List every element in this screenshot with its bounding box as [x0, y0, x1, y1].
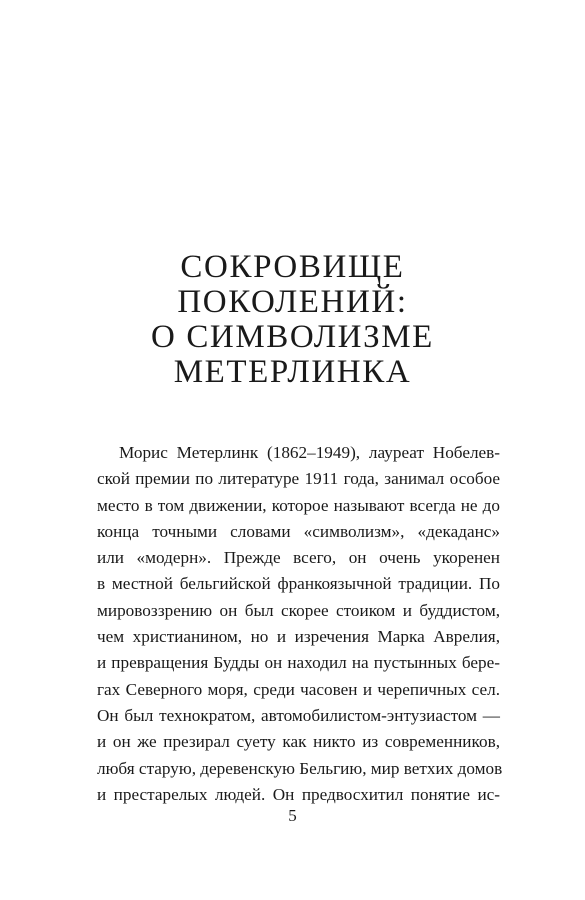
text-line: любя старую, деревенскую Бельгию, мир ветхих домов	[97, 758, 503, 778]
page-number: 5	[288, 806, 297, 825]
text-line: конца точными словами «символизм», «декаданс»	[97, 521, 500, 541]
text-line: чем христианином, но и изречения Марка Аврелия,	[97, 627, 500, 647]
text-line: мировоззрению он был скорее стоиком и буддистом,	[97, 600, 500, 620]
text-line: и он же презирал суету как никто из современников,	[97, 732, 500, 752]
chapter-title	[0, 250, 585, 390]
body-paragraph	[97, 440, 503, 808]
text-line: или «модерн». Прежде всего, он очень укоренен	[97, 548, 500, 568]
chapter-title-line: ПОКОЛЕНИЙ:	[177, 284, 408, 320]
text-line: место в том движении, которое называют всегда не до	[97, 495, 500, 515]
text-line: и престарелых людей. Он предвосхитил понятие ис-	[97, 784, 500, 804]
text-line: и превращения Будды он находил на пустынных бере-	[97, 653, 500, 673]
chapter-title-line: СОКРОВИЩЕ	[180, 249, 405, 285]
chapter-title-line: О СИМВОЛИЗМЕ	[151, 319, 434, 355]
text-line: гах Северного моря, среди часовен и черепичных сел.	[97, 679, 500, 699]
text-line: Морис Метерлинк (1862–1949), лауреат Нобелев-	[119, 443, 500, 462]
text-line: ской премии по литературе 1911 года, занимал особое	[97, 469, 500, 489]
chapter-title-line: МЕТЕРЛИНКА	[173, 354, 412, 390]
text-line: в местной бельгийской франкоязычной традиции. По	[97, 574, 500, 594]
text-line: Он был технократом, автомобилистом-энтузиастом —	[97, 705, 500, 725]
